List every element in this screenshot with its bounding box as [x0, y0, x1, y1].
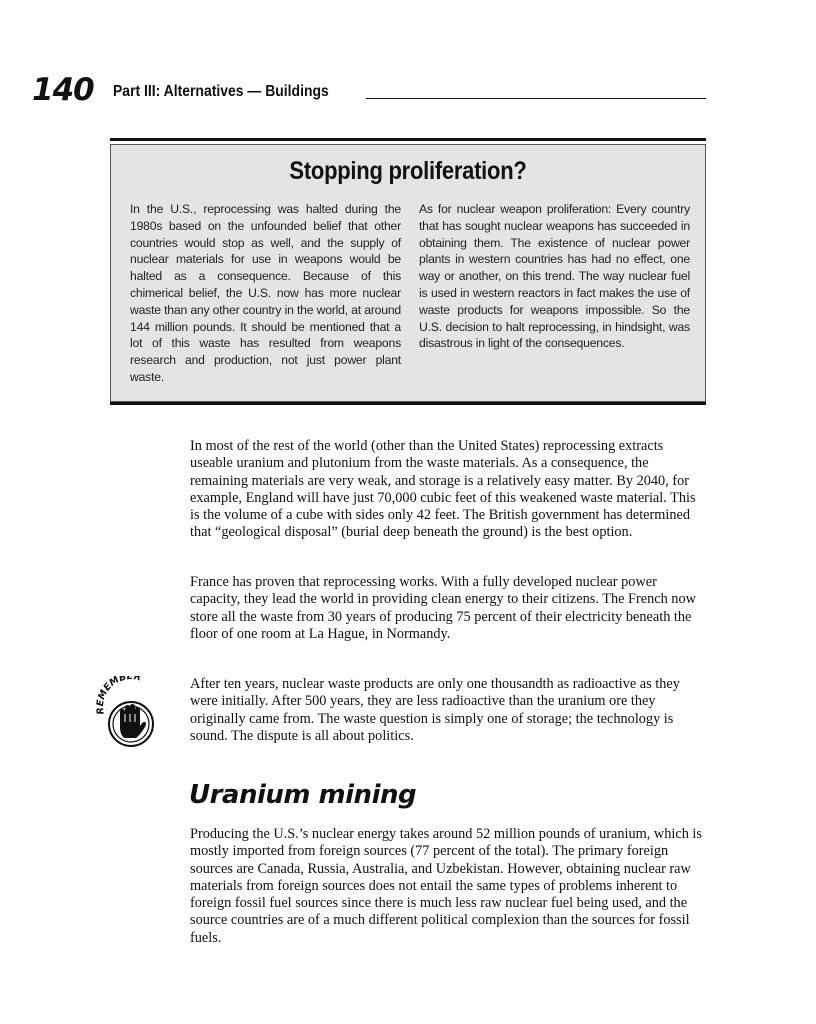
remember-icon-label: REMEMBER	[96, 676, 143, 716]
section-heading: Uranium mining	[189, 780, 417, 810]
remember-hand-icon	[96, 676, 166, 752]
sidebar-left-column: In the U.S., reprocessing was halted during the 1980s based on the unfounded belief that other countries would stop as well, and the supply of nuclear materials for use in weapons would be halted as a consequence. Because of this chimerical belief, the U.S. now has more nuclear waste than any other country in the world, at around 144 million pounds. It should be mentioned that a lot of this waste has resulted from weapons research and production, not just power plant waste.	[130, 202, 401, 384]
remember-icon	[96, 676, 166, 752]
sidebar-title: Stopping proliferation?	[289, 157, 527, 185]
body-paragraph: France has proven that reprocessing works. With a fully developed nuclear power capacity, they lead the world in providing clean energy to their citizens. The French now store all the waste from 30 years of producing 75 percent of their electricity beneath the floor of one room at La Hague, in Normandy.	[190, 574, 696, 642]
sidebar-bottom-rule	[110, 402, 706, 405]
sidebar-box	[110, 144, 706, 402]
sidebar-right-column: As for nuclear weapon proliferation: Every country that has sought nuclear weapons has succeeded in obtaining them. The existence of nuclear power plants in western countries has had no effect, one way or another, on this trend. The way nuclear fuel is used in western reactors in fact makes the use of waste products for weapons impossible. So the U.S. decision to halt reprocessing, in hindsight, was disastrous in light of the consequences.	[419, 202, 690, 351]
body-paragraph: After ten years, nuclear waste products are only one thousandth as radioactive as they were initially. After 500 years, they are less radioactive than the uranium ore they originally came from. The waste question is simply one of storage; the technology is sound. The dispute is all about politics.	[190, 676, 680, 744]
running-head: Part III: Alternatives — Buildings	[113, 83, 329, 100]
page-number: 140	[32, 72, 94, 108]
sidebar-top-rule	[110, 138, 706, 141]
body-paragraph: In most of the rest of the world (other than the United States) reprocessing extracts useable uranium and plutonium from the waste materials. As a consequence, the remaining materials are very weak, and storage is a relatively easy matter. By 2040, for example, England will have just 70,000 cubic feet of this weakened waste material. This is the volume of a cube with sides only 42 feet. The British government has determined that “geological disposal” (burial deep beneath the ground) is the best option.	[190, 438, 696, 541]
header-rule	[366, 98, 706, 99]
body-paragraph: Producing the U.S.’s nuclear energy takes around 52 million pounds of uranium, which is mostly imported from foreign sources (77 percent of the total). The primary foreign sources are Canada, Russia, Australia, and Uzbekistan. However, obtaining nuclear raw materials from foreign sources does not entail the same types of problems inherent to foreign fossil fuel sources since there is much less raw nuclear fuel being used, and the source countries are of a much different political complexion than the sources for fossil fuels.	[190, 826, 702, 946]
